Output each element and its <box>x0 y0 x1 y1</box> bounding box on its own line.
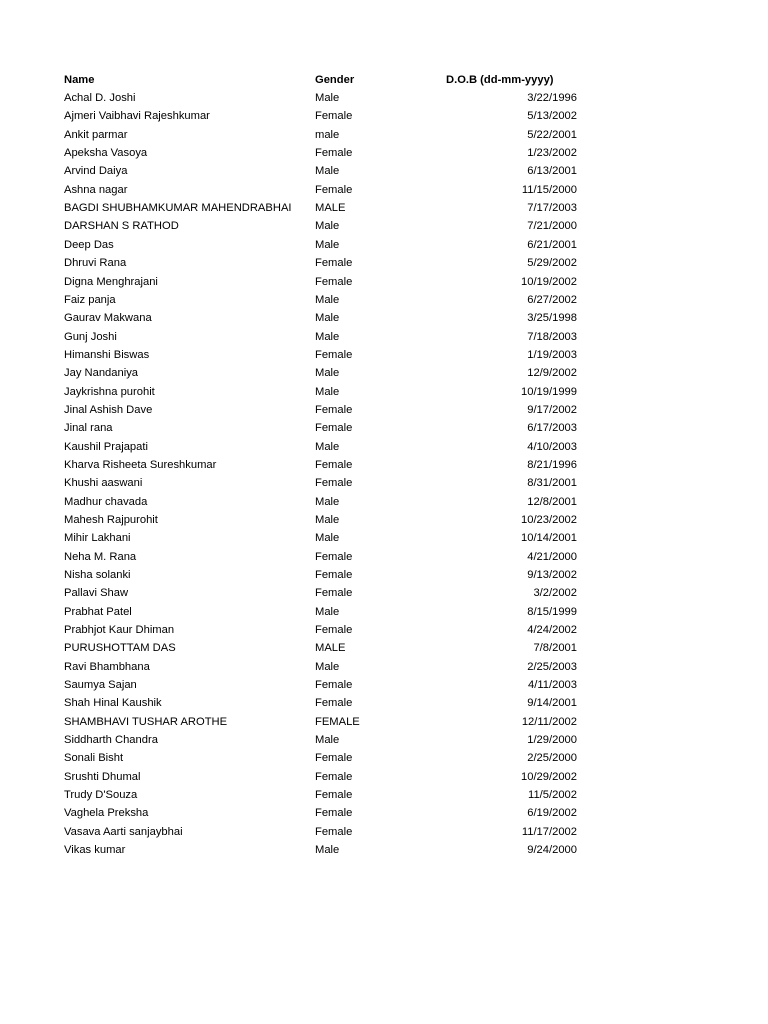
gender-cell: Female <box>315 147 353 160</box>
table-row <box>64 236 578 254</box>
name-cell: Apeksha Vasoya <box>64 148 148 160</box>
table-row <box>64 456 578 474</box>
dob-cell: 7/8/2001 <box>533 642 577 655</box>
gender-cell: Female <box>315 624 353 637</box>
dob-cell: 12/11/2002 <box>521 715 577 728</box>
name-cell: Neha M. Rana <box>64 551 137 563</box>
dob-cell: 6/27/2002 <box>527 293 577 306</box>
table-row <box>64 677 578 695</box>
dob-cell: 1/23/2002 <box>527 147 577 160</box>
table-row <box>64 90 578 108</box>
dob-cell: 11/15/2000 <box>521 183 577 196</box>
name-cell: Khushi aaswani <box>64 478 143 490</box>
table-row <box>64 805 578 823</box>
name-cell: Jinal rana <box>64 423 113 435</box>
spreadsheet-table <box>64 71 578 860</box>
table-row <box>64 181 578 199</box>
gender-cell: Female <box>315 348 353 361</box>
table-row <box>64 145 578 163</box>
table-row <box>64 346 578 364</box>
dob-cell: 7/17/2003 <box>527 202 577 215</box>
dob-cell: 10/19/2002 <box>521 275 577 288</box>
dob-cell: 4/10/2003 <box>527 440 577 453</box>
dob-cell: 12/9/2002 <box>527 367 577 380</box>
gender-cell: Female <box>315 569 353 581</box>
dob-cell: 10/29/2002 <box>521 770 577 783</box>
name-cell: Mihir Lakhani <box>64 533 131 545</box>
gender-cell: Male <box>315 220 340 233</box>
gender-cell: Male <box>315 844 340 857</box>
name-cell: SHAMBHAVI TUSHAR AROTHE <box>64 716 228 728</box>
gender-cell: Female <box>315 275 353 288</box>
dob-cell: 1/29/2000 <box>527 734 577 747</box>
name-cell: Vikas kumar <box>64 845 126 857</box>
gender-cell: Female <box>315 183 353 196</box>
gender-cell: Female <box>315 789 353 802</box>
dob-cell: 6/19/2002 <box>527 807 577 820</box>
name-cell: Achal D. Joshi <box>64 93 136 105</box>
dob-cell: 6/17/2003 <box>527 422 577 435</box>
gender-cell: Female <box>315 752 353 765</box>
name-cell: Madhur chavada <box>64 496 148 508</box>
dob-cell: 4/21/2000 <box>527 550 577 563</box>
dob-cell: 9/17/2002 <box>527 403 577 416</box>
name-cell: Shah Hinal Kaushik <box>64 698 162 710</box>
dob-cell: 5/13/2002 <box>527 110 577 123</box>
table-row <box>64 713 578 731</box>
header-row <box>64 71 578 90</box>
name-cell: BAGDI SHUBHAMKUMAR MAHENDRABHAI <box>64 203 292 215</box>
table-row <box>64 291 578 309</box>
table-row <box>64 787 578 805</box>
dob-cell: 4/24/2002 <box>527 624 577 637</box>
table-row <box>64 621 578 639</box>
dob-cell: 9/24/2000 <box>527 844 577 857</box>
table-row <box>64 823 578 841</box>
dob-cell: 4/11/2003 <box>528 679 577 692</box>
table-row <box>64 200 578 218</box>
table-row <box>64 108 578 126</box>
table-row <box>64 365 578 383</box>
name-cell: Deep Das <box>64 239 114 251</box>
gender-cell: Female <box>315 550 353 563</box>
table-row <box>64 768 578 786</box>
gender-cell: Female <box>315 477 353 490</box>
table-body <box>64 90 578 860</box>
dob-cell: 6/13/2001 <box>527 165 577 178</box>
name-cell: Kharva Risheeta Sureshkumar <box>64 459 217 471</box>
header-name: Name <box>64 74 95 86</box>
header-dob: D.O.B (dd-mm-yyyy) <box>446 73 554 86</box>
name-cell: Trudy D'Souza <box>64 790 138 802</box>
gender-cell: Female <box>315 697 353 710</box>
table-row <box>64 842 578 860</box>
name-cell: Jaykrishna purohit <box>64 386 155 398</box>
table-row <box>64 603 578 621</box>
name-cell: Sonali Bisht <box>64 753 124 765</box>
gender-cell: Male <box>315 165 340 178</box>
dob-cell: 3/25/1998 <box>527 312 577 325</box>
dob-cell: 10/23/2002 <box>521 513 577 526</box>
table-row <box>64 163 578 181</box>
name-cell: Nisha solanki <box>64 570 131 581</box>
name-cell: Srushti Dhumal <box>64 771 141 783</box>
dob-cell: 3/22/1996 <box>527 92 577 105</box>
gender-cell: Female <box>315 770 353 783</box>
dob-cell: 12/8/2001 <box>527 495 577 508</box>
name-cell: Ankit parmar <box>64 129 128 141</box>
dob-cell: 8/31/2001 <box>527 477 577 490</box>
table-row <box>64 438 578 456</box>
gender-cell: Male <box>315 92 340 105</box>
gender-cell: Male <box>315 532 340 545</box>
name-cell: Himanshi Biswas <box>64 349 150 361</box>
gender-cell: MALE <box>315 202 346 215</box>
name-cell: Ajmeri Vaibhavi Rajeshkumar <box>64 111 210 123</box>
name-cell: Vasava Aarti sanjaybhai <box>64 826 183 838</box>
name-cell: Gaurav Makwana <box>64 313 152 325</box>
name-cell: Gunj Joshi <box>64 331 117 343</box>
name-cell: Ashna nagar <box>64 184 128 196</box>
name-cell: Jay Nandaniya <box>64 368 139 380</box>
dob-cell: 11/17/2002 <box>521 825 577 838</box>
gender-cell: Male <box>315 513 340 526</box>
gender-cell: Female <box>315 110 353 123</box>
gender-cell: Female <box>315 587 353 600</box>
name-cell: Prabhat Patel <box>64 606 132 618</box>
gender-cell: Male <box>315 385 340 398</box>
gender-cell: Female <box>315 679 353 692</box>
table-row <box>64 750 578 768</box>
table-row <box>64 658 578 676</box>
gender-cell: Female <box>315 422 353 435</box>
name-cell: Prabhjot Kaur Dhiman <box>64 625 175 637</box>
name-cell: Mahesh Rajpurohit <box>64 514 158 526</box>
gender-cell: MALE <box>315 642 346 655</box>
dob-cell: 6/21/2001 <box>527 238 577 251</box>
dob-cell: 3/2/2002 <box>533 587 577 600</box>
name-cell: DARSHAN S RATHOD <box>64 221 179 233</box>
table-row <box>64 401 578 419</box>
gender-cell: Male <box>315 734 340 747</box>
name-cell: Digna Menghrajani <box>64 276 158 288</box>
table-row <box>64 420 578 438</box>
gender-cell: Male <box>315 367 340 380</box>
table-row <box>64 493 578 511</box>
name-cell: PURUSHOTTAM DAS <box>64 643 176 655</box>
dob-cell: 11/5/2002 <box>528 789 577 802</box>
gender-cell: Female <box>315 825 353 838</box>
gender-cell: Female <box>315 807 353 820</box>
dob-cell: 10/19/1999 <box>521 385 577 398</box>
name-cell: Kaushil Prajapati <box>64 441 148 453</box>
dob-cell: 5/22/2001 <box>527 128 577 141</box>
table-row <box>64 511 578 529</box>
table-row <box>64 310 578 328</box>
gender-cell: Male <box>315 660 340 673</box>
dob-cell: 8/15/1999 <box>527 605 577 618</box>
gender-cell: Female <box>315 257 353 270</box>
gender-cell: Male <box>315 293 340 306</box>
dob-cell: 8/21/1996 <box>527 458 577 471</box>
table-row <box>64 585 578 603</box>
gender-cell: Male <box>315 330 340 343</box>
gender-cell: Male <box>315 605 340 618</box>
table-row <box>64 530 578 548</box>
table-row <box>64 383 578 401</box>
name-cell: Arvind Daiya <box>64 166 128 178</box>
dob-cell: 9/14/2001 <box>527 697 577 710</box>
table-row <box>64 732 578 750</box>
name-cell: Siddharth Chandra <box>64 735 158 747</box>
gender-cell: FEMALE <box>315 715 360 728</box>
name-cell: Ravi Bhambhana <box>64 661 150 673</box>
name-cell: Jinal Ashish Dave <box>64 404 153 416</box>
gender-cell: Female <box>315 403 353 416</box>
gender-cell: Male <box>315 312 340 325</box>
table-row <box>64 273 578 291</box>
table-row <box>64 566 578 584</box>
table-row <box>64 328 578 346</box>
gender-cell: Male <box>315 440 340 453</box>
table-row <box>64 126 578 144</box>
table-row <box>64 475 578 493</box>
dob-cell: 2/25/2000 <box>527 752 577 765</box>
table-row <box>64 218 578 236</box>
name-cell: Dhruvi Rana <box>64 258 127 270</box>
name-cell: Vaghela Preksha <box>64 808 149 820</box>
dob-cell: 10/14/2001 <box>521 532 577 545</box>
name-cell: Faiz panja <box>64 294 116 306</box>
dob-cell: 7/18/2003 <box>527 330 577 343</box>
gender-cell: Male <box>315 238 340 251</box>
dob-cell: 9/13/2002 <box>527 569 577 581</box>
dob-cell: 7/21/2000 <box>527 220 577 233</box>
table-row <box>64 548 578 566</box>
dob-cell: 5/29/2002 <box>527 257 577 270</box>
dob-cell: 2/25/2003 <box>527 660 577 673</box>
gender-cell: male <box>315 128 340 141</box>
table-row <box>64 640 578 658</box>
gender-cell: Male <box>315 495 340 508</box>
header-gender: Gender <box>315 73 355 86</box>
name-cell: Pallavi Shaw <box>64 588 129 600</box>
table-row <box>64 695 578 713</box>
table-row <box>64 255 578 273</box>
name-cell: Saumya Sajan <box>64 680 137 692</box>
dob-cell: 1/19/2003 <box>527 348 577 361</box>
gender-cell: Female <box>315 458 353 471</box>
